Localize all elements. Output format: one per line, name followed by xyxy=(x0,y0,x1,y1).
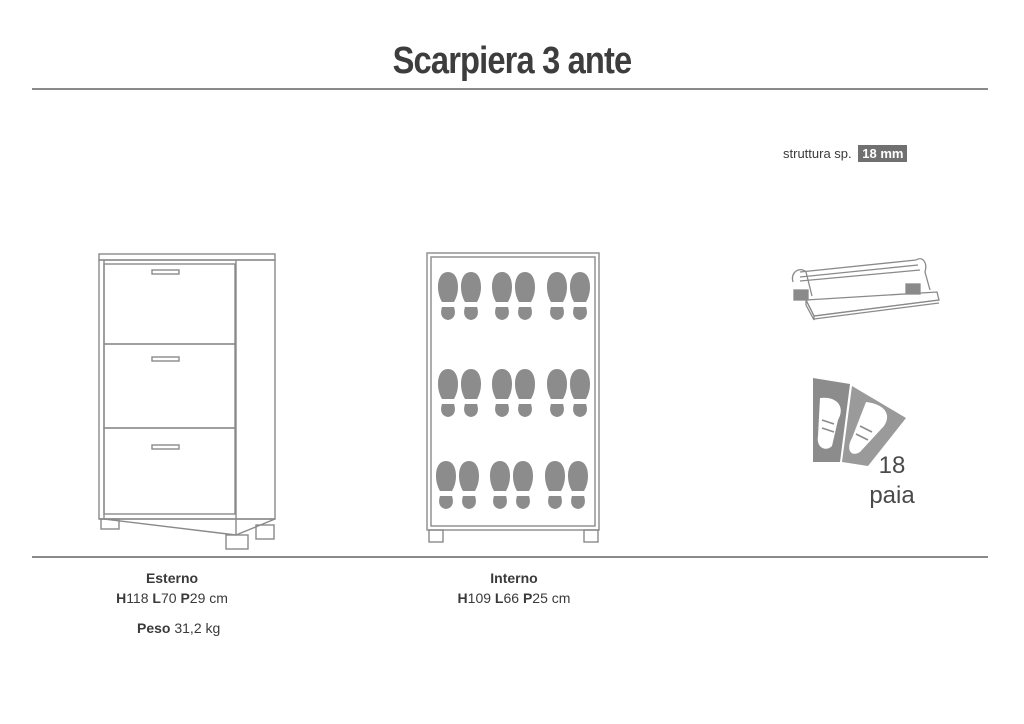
cabinet-front-drawing xyxy=(99,254,275,549)
internal-dimension-values: H109 L66 P25 cm xyxy=(457,590,571,606)
bottom-divider xyxy=(32,556,988,558)
page-title: Scarpiera 3 ante xyxy=(392,40,632,82)
shoe-capacity-number: 18 xyxy=(878,452,906,479)
shoe-sole-icon xyxy=(436,272,590,509)
shoe-rack-icon xyxy=(792,259,939,320)
internal-dimensions xyxy=(452,568,576,608)
structure-value-badge: 18 mm xyxy=(858,145,907,162)
weight-label: Peso xyxy=(137,620,171,636)
external-dimension-values: H118 L70 P29 cm xyxy=(116,590,228,606)
internal-heading: Interno xyxy=(490,570,538,586)
product-weight xyxy=(137,620,220,636)
external-heading: Esterno xyxy=(145,570,199,586)
weight-value: 31,2 kg xyxy=(170,620,221,636)
shoe-capacity-unit: paia xyxy=(869,482,915,509)
external-dimensions xyxy=(112,568,232,608)
structure-label: struttura sp. xyxy=(783,146,852,161)
shoe-capacity-text xyxy=(862,451,922,511)
